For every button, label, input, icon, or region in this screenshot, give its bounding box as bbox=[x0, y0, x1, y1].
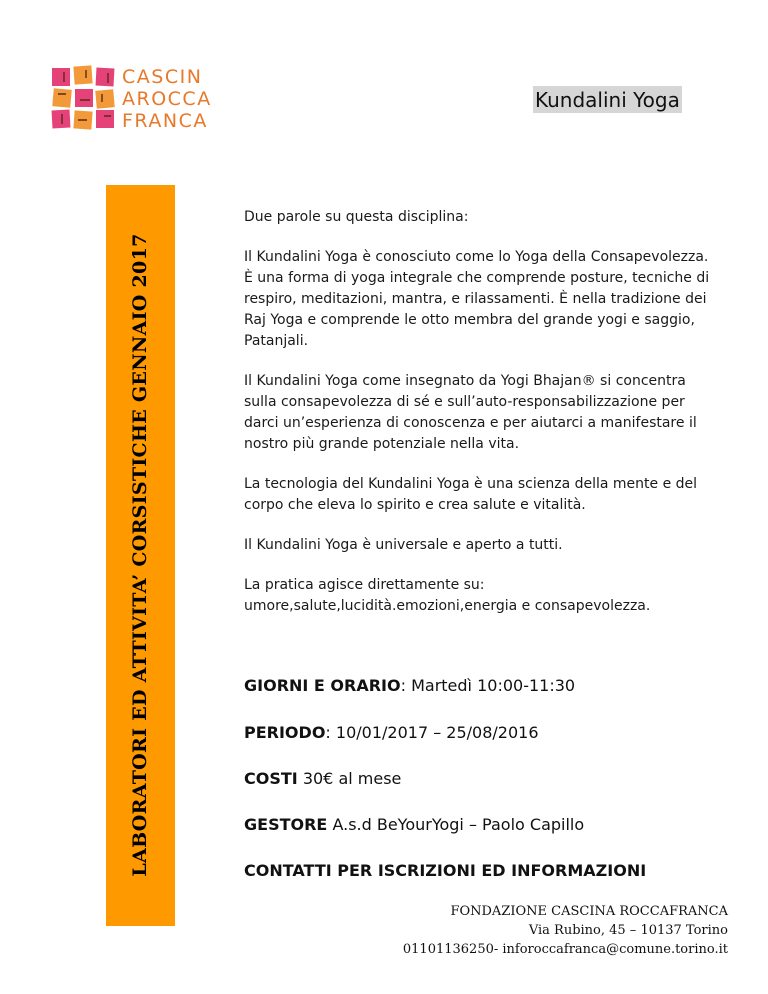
footer-address: Via Rubino, 45 – 10137 Torino bbox=[528, 923, 728, 938]
cascina-roccafranca-logo bbox=[50, 64, 230, 136]
cost-field bbox=[244, 768, 401, 790]
logo-wordmark bbox=[122, 66, 212, 132]
logo-line-2: AROCCA bbox=[122, 88, 212, 110]
logo-line-3: FRANCA bbox=[122, 110, 208, 132]
cost-value: 30€ al mese bbox=[297, 769, 402, 788]
intro-heading: Due parole su questa disciplina: bbox=[244, 209, 469, 225]
logo-line-1: CASCIN bbox=[122, 66, 203, 88]
paragraph-4: Il Kundalini Yoga è universale e aperto a tutti. bbox=[244, 537, 563, 553]
side-banner-text: LABORATORI ED ATTIVITA’ CORSISTICHE GENNAIO 2017 bbox=[129, 233, 151, 877]
footer bbox=[403, 902, 728, 959]
paragraph-2: Il Kundalini Yoga come insegnato da Yogi Bhajan® si concentra sulla consapevolezza di sé e sull’auto-responsabilizzazione per darci un’esperienza di conoscenza e per aiutarci a manifestare il nostro più grande potenziale nella vita. bbox=[244, 373, 697, 452]
paragraph-1: Il Kundalini Yoga è conosciuto come lo Yoga della Consapevolezza. È una forma di yoga integrale che comprende posture, tecniche di respiro, meditazioni, mantra, e rilassamenti. È nella tradizione dei Raj Yoga e comprende le otto membra del grande yogi e saggio, Patanjali. bbox=[244, 249, 710, 349]
paragraph-5: La pratica agisce direttamente su: umore,salute,lucidità.emozioni,energia e consapevolezza. bbox=[244, 577, 651, 614]
side-banner bbox=[106, 185, 175, 926]
manager-field bbox=[244, 814, 584, 836]
manager-value: A.s.d BeYourYogi – Paolo Capillo bbox=[327, 815, 585, 834]
schedule-label: GIORNI E ORARIO bbox=[244, 676, 401, 695]
period-field bbox=[244, 722, 539, 744]
footer-contact: 01101136250- inforoccafranca@comune.torino.it bbox=[402, 942, 728, 957]
paragraph-3: La tecnologia del Kundalini Yoga è una scienza della mente e del corpo che eleva lo spirito e crea salute e vitalità. bbox=[244, 476, 698, 513]
logo-grid-icon bbox=[50, 64, 118, 132]
document-title: Kundalini Yoga bbox=[535, 88, 680, 112]
schedule-field bbox=[244, 675, 575, 697]
cost-label: COSTI bbox=[244, 769, 298, 788]
period-value: : 10/01/2017 – 25/08/2016 bbox=[325, 723, 539, 742]
footer-org: FONDAZIONE CASCINA ROCCAFRANCA bbox=[450, 904, 728, 919]
manager-label: GESTORE bbox=[244, 815, 328, 834]
description-section bbox=[244, 207, 714, 636]
period-label: PERIODO bbox=[244, 723, 326, 742]
contacts-heading: CONTATTI PER ISCRIZIONI ED INFORMAZIONI bbox=[244, 861, 647, 880]
schedule-value: : Martedì 10:00-11:30 bbox=[400, 676, 576, 695]
